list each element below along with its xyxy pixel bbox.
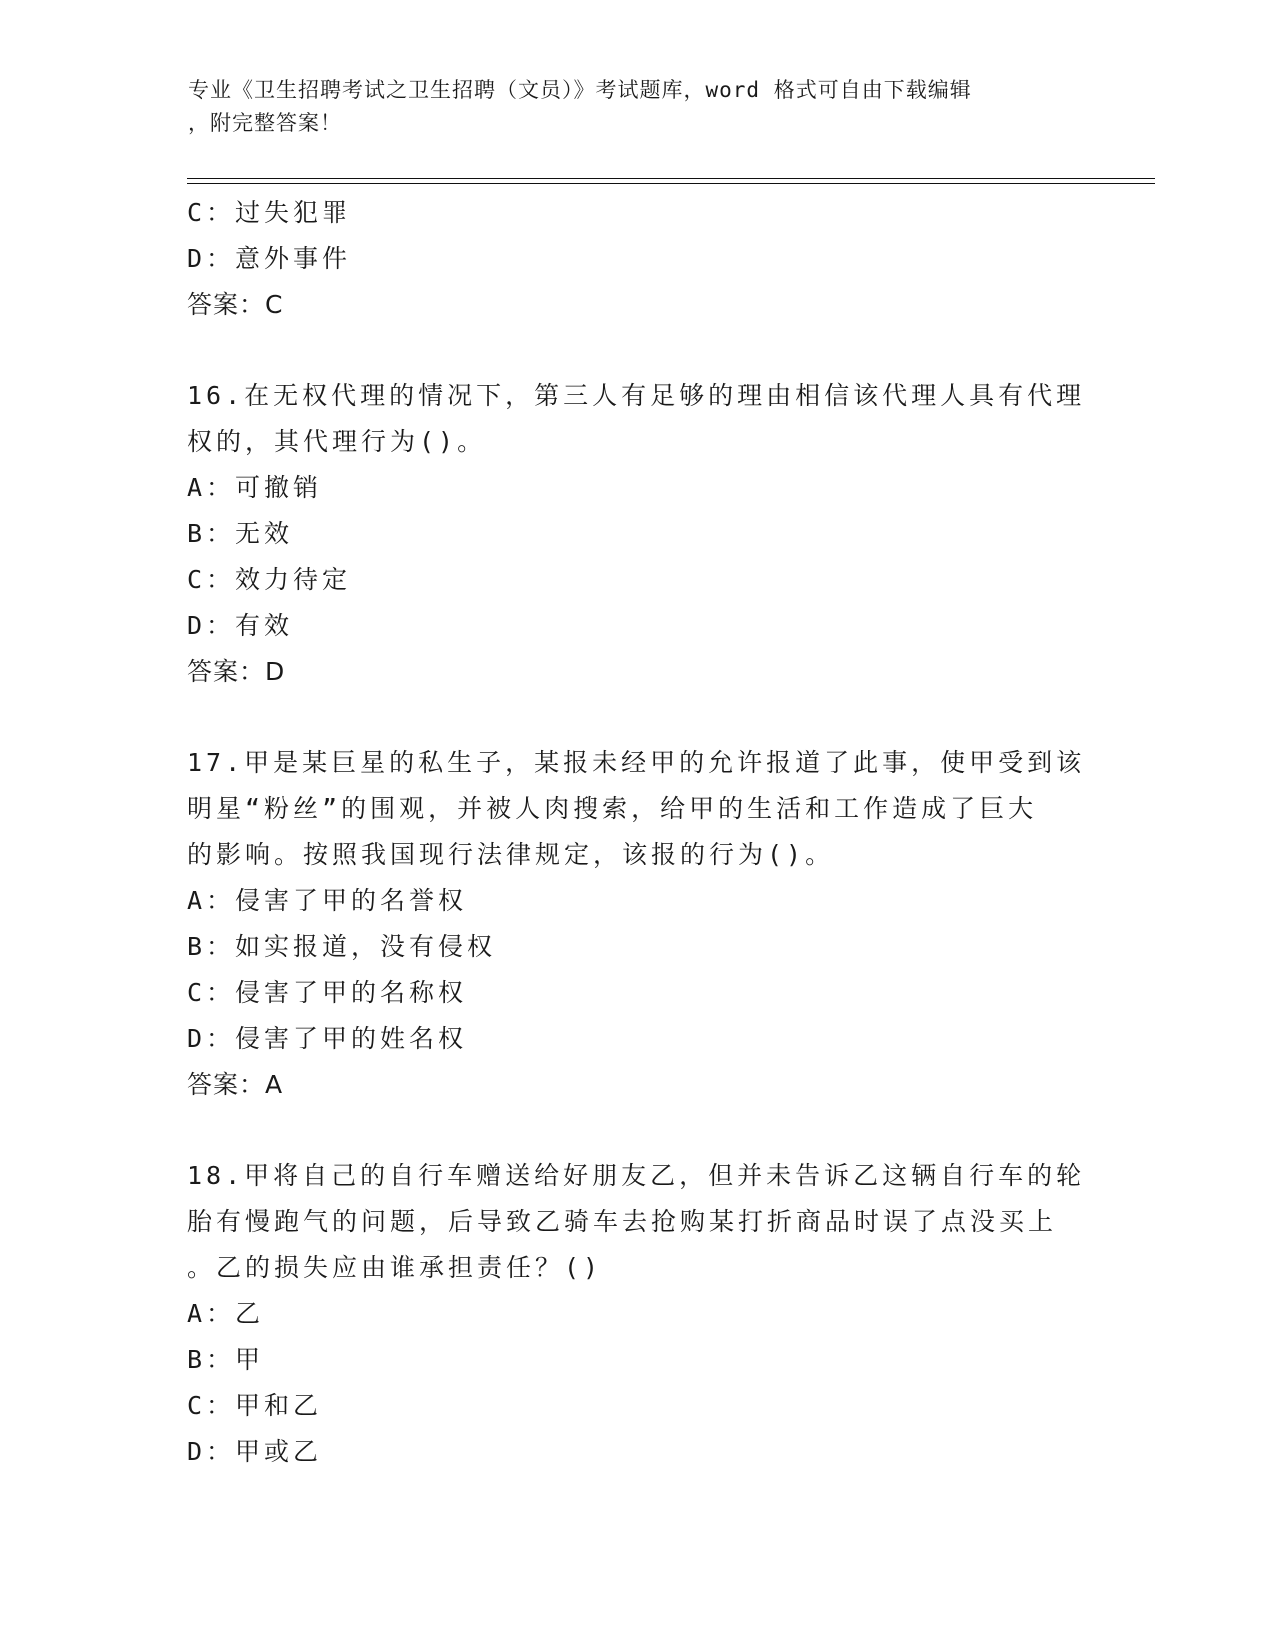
question-stem-line: 17.甲是某巨星的私生子，某报未经甲的允许报道了此事，使甲受到该 (187, 748, 1086, 777)
option-a: A：侵害了甲的名誉权 (187, 886, 468, 915)
option-d: D：意外事件 (187, 244, 352, 273)
question-stem-line: 。乙的损失应由谁承担责任？() (187, 1253, 603, 1282)
question-list (187, 190, 1087, 1475)
option-a: A：乙 (187, 1299, 265, 1328)
option-c: C：效力待定 (187, 565, 352, 594)
option-b: B：甲 (187, 1345, 265, 1374)
question-15 (187, 190, 1087, 328)
option-d: D：甲或乙 (187, 1437, 323, 1466)
question-18 (187, 1153, 1087, 1475)
question-16 (187, 373, 1087, 695)
answer-line: 答案：C (187, 290, 284, 319)
question-stem-line: 16.在无权代理的情况下，第三人有足够的理由相信该代理人具有代理 (187, 381, 1086, 410)
option-b: B：无效 (187, 519, 294, 548)
question-stem-line: 明星“粉丝”的围观，并被人肉搜索，给甲的生活和工作造成了巨大 (187, 794, 1038, 823)
spacer (187, 1108, 1087, 1153)
question-17 (187, 740, 1087, 1108)
option-c: C：侵害了甲的名称权 (187, 978, 468, 1007)
option-d: D：侵害了甲的姓名权 (187, 1024, 468, 1053)
question-stem-line: 胎有慢跑气的问题，后导致乙骑车去抢购某打折商品时误了点没买上 (187, 1207, 1058, 1236)
document-header (188, 74, 1068, 140)
option-d: D：有效 (187, 611, 294, 640)
question-stem-line: 的影响。按照我国现行法律规定，该报的行为()。 (187, 840, 835, 869)
header-rule-top (187, 178, 1155, 179)
question-stem-line: 权的，其代理行为()。 (187, 427, 487, 456)
option-b: B：如实报道，没有侵权 (187, 932, 497, 961)
answer-line: 答案：D (187, 657, 286, 686)
header-rule-bottom (187, 183, 1155, 184)
option-a: A：可撤销 (187, 473, 323, 502)
header-line-1: 专业《卫生招聘考试之卫生招聘（文员）》考试题库，word 格式可自由下载编辑 (188, 78, 972, 102)
spacer (187, 695, 1087, 740)
spacer (187, 328, 1087, 373)
header-line-2: ，附完整答案！ (188, 111, 342, 135)
option-c: C：过失犯罪 (187, 198, 352, 227)
question-stem-line: 18.甲将自己的自行车赠送给好朋友乙，但并未告诉乙这辆自行车的轮 (187, 1161, 1086, 1190)
option-c: C：甲和乙 (187, 1391, 323, 1420)
answer-line: 答案：A (187, 1070, 284, 1099)
